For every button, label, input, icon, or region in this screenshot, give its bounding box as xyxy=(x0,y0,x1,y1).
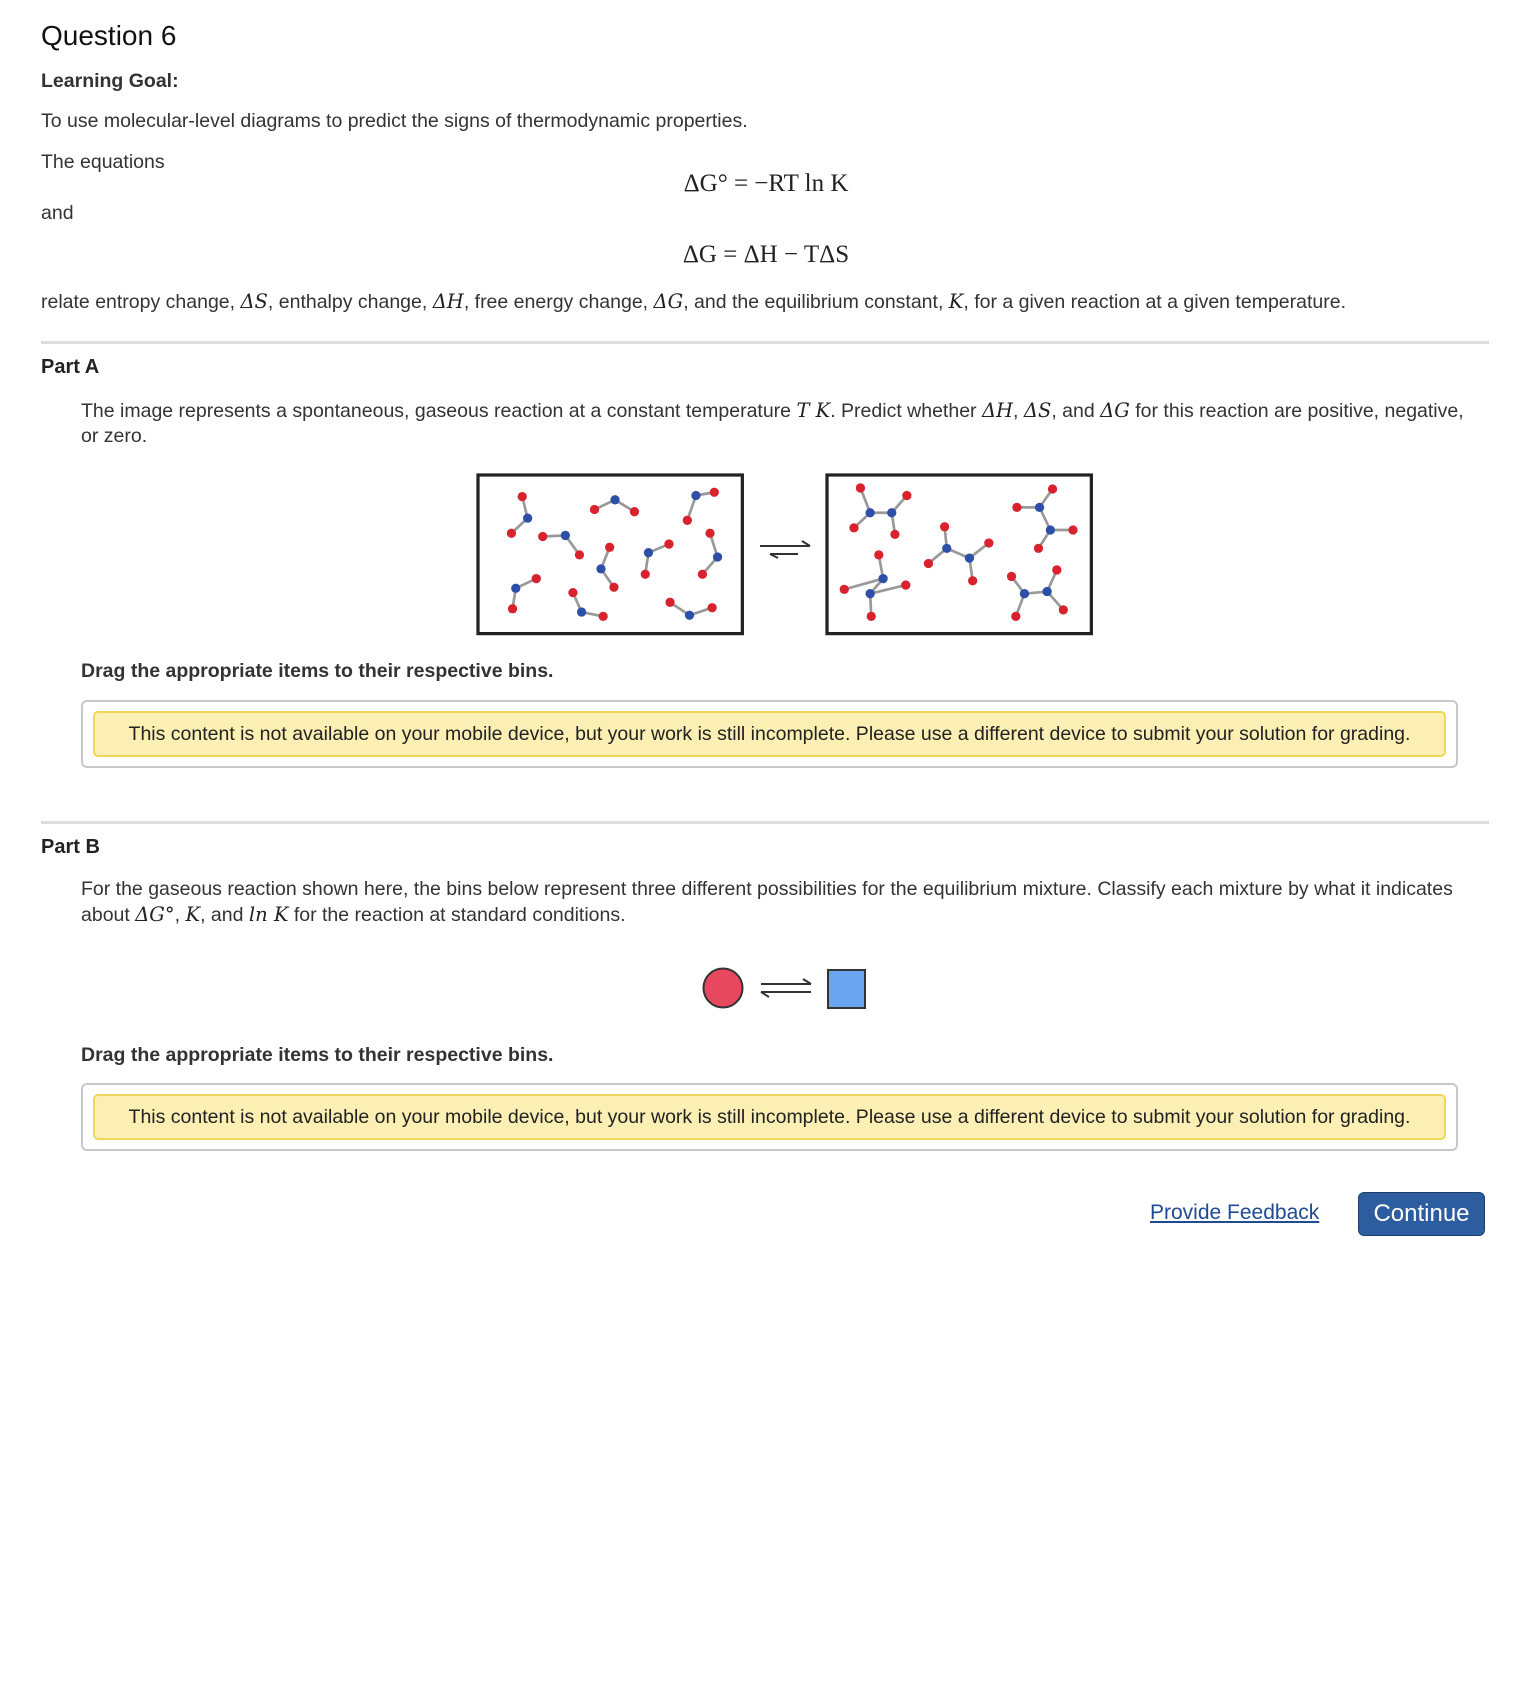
text: , and xyxy=(200,904,249,926)
math: ΔH xyxy=(432,290,464,313)
part-b-instruction: Drag the appropriate items to their respective bins. xyxy=(81,1044,554,1066)
text: The image represents a spontaneous, gaseous reaction at a constant temperature xyxy=(81,400,797,422)
product-box-n2o4 xyxy=(827,475,1091,634)
math: K xyxy=(185,903,201,926)
text: for this reaction are positive, negative, or zero. xyxy=(81,400,1464,447)
mobile-unavailable-notice: This content is not available on your mobile device, but your work is still incomplete. Please use a different device to submit your solution for grading. xyxy=(93,1094,1446,1140)
text: , xyxy=(1013,400,1024,422)
text: . Predict whether xyxy=(830,400,982,422)
math: ΔG xyxy=(1100,399,1130,422)
part-b-question xyxy=(81,877,1481,928)
reactant-circle-icon xyxy=(704,969,743,1008)
text: , for a given reaction at a given temperature. xyxy=(963,291,1346,313)
equilibrium-arrows-icon xyxy=(760,541,810,558)
part-a-drag-area xyxy=(81,700,1458,768)
divider xyxy=(41,821,1489,824)
product-square-icon xyxy=(828,970,865,1008)
learning-goal-label: Learning Goal: xyxy=(41,70,179,92)
equation-gibbs-k: ΔG° = −RT ln K xyxy=(683,170,849,197)
math: ΔS xyxy=(1023,399,1052,422)
text: , xyxy=(174,904,186,926)
relate-text xyxy=(41,290,1346,314)
text: , and the equilibrium constant, xyxy=(683,291,949,313)
part-b-reaction xyxy=(695,960,875,1020)
reactant-box-no2 xyxy=(478,475,742,634)
mobile-unavailable-notice: This content is not available on your mobile device, but your work is still incomplete. Please use a different device to submit your solution for grading. xyxy=(93,711,1446,757)
math: ln K xyxy=(248,903,289,926)
equation-gibbs-h-s: ΔG = ΔH − TΔS xyxy=(682,241,850,268)
learning-goal-text: To use molecular-level diagrams to predict the signs of thermodynamic properties. xyxy=(41,110,748,132)
divider xyxy=(41,341,1489,344)
math: ΔG xyxy=(653,290,684,313)
continue-button[interactable]: Continue xyxy=(1358,1192,1485,1236)
text: relate entropy change, xyxy=(41,291,241,313)
part-a-instruction: Drag the appropriate items to their respective bins. xyxy=(81,660,554,682)
math: K xyxy=(948,290,964,313)
and-text: and xyxy=(41,202,74,224)
text: , and xyxy=(1051,400,1101,422)
part-b-drag-area xyxy=(81,1083,1458,1151)
text: , enthalpy change, xyxy=(267,291,433,313)
text: , free energy change, xyxy=(463,291,654,313)
math: T K xyxy=(796,399,831,422)
part-a-question xyxy=(81,398,1481,449)
math: ΔH xyxy=(981,399,1014,422)
part-a-title: Part A xyxy=(41,356,100,378)
text: For the gaseous reaction shown here, the bins below represent three different possibilities for the equilibrium mixture. Classify each mixture by what it indicates about xyxy=(81,878,1453,926)
text: for the reaction at standard conditions. xyxy=(288,904,626,926)
equilibrium-arrows-icon xyxy=(761,979,811,997)
math: ΔG° xyxy=(135,903,175,926)
reaction-diagram xyxy=(470,465,1100,645)
provide-feedback-link[interactable]: Provide Feedback xyxy=(1150,1201,1320,1224)
equations-intro: The equations xyxy=(41,151,165,173)
part-b-title: Part B xyxy=(41,836,100,858)
math: ΔS xyxy=(240,290,268,313)
question-title: Question 6 xyxy=(41,20,177,51)
